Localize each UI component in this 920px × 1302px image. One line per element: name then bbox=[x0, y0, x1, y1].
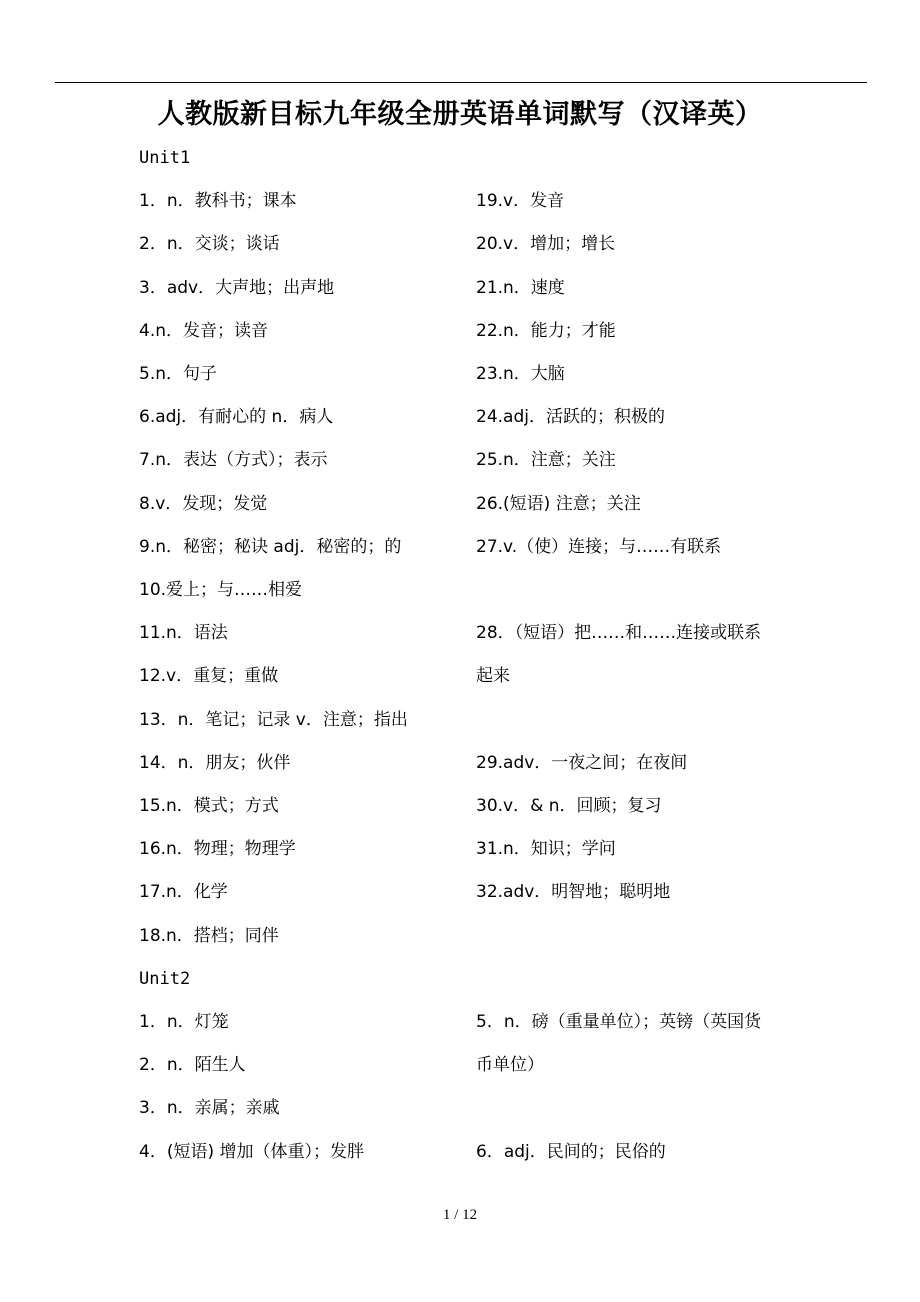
vocab-item-right: 29.adv．一夜之间；在夜间 bbox=[476, 752, 688, 773]
vocab-item-left: 15.n．模式；方式 bbox=[139, 796, 279, 816]
vocab-row bbox=[0, 277, 920, 320]
vocab-item-right: 28．（短语）把……和……连接或联系 bbox=[476, 623, 762, 644]
vocab-row bbox=[0, 752, 920, 795]
page-title: 人教版新目标九年级全册英语单词默写（汉译英） bbox=[157, 99, 763, 130]
vocab-row bbox=[0, 925, 920, 968]
vocab-item-right: 币单位） bbox=[476, 1055, 544, 1076]
vocab-item-right: 22.n．能力；才能 bbox=[476, 320, 616, 341]
vocab-row bbox=[0, 363, 920, 406]
vocab-item-left: 6.adj．有耐心的 n．病人 bbox=[139, 407, 334, 428]
vocab-item-right: 19.v．发音 bbox=[476, 191, 565, 212]
vocab-item-left: 2．n．陌生人 bbox=[139, 1055, 246, 1076]
vocab-item-left: 18.n．搭档；同伴 bbox=[139, 925, 279, 946]
page-number: 1 / 12 bbox=[442, 1207, 478, 1223]
vocab-item-right: 27.v.（使）连接；与……有联系 bbox=[476, 536, 722, 557]
vocab-item-right: 24.adj．活跃的；积极的 bbox=[476, 407, 665, 428]
header-rule bbox=[55, 82, 867, 83]
vocab-item-left: 5.n．句子 bbox=[139, 364, 217, 384]
vocab-item-left: 14．n．朋友；伙伴 bbox=[139, 752, 291, 773]
vocab-item-left: 3．adv．大声地；出声地 bbox=[139, 277, 335, 298]
vocab-row bbox=[0, 709, 920, 752]
unit-heading: Unit1 bbox=[139, 148, 191, 168]
vocab-item-right: 26.(短语) 注意；关注 bbox=[476, 493, 641, 514]
vocab-item-left: 9.n．秘密；秘诀 adj．秘密的；的 bbox=[139, 536, 402, 557]
vocab-row bbox=[0, 1097, 920, 1140]
vocab-item-right: 20.v．增加；增长 bbox=[476, 234, 616, 255]
vocab-item-right: 5．n．磅（重量单位）；英镑（英国货 bbox=[476, 1012, 762, 1032]
vocab-item-left: 1．n．灯笼 bbox=[139, 1012, 229, 1032]
vocab-item-right: 起来 bbox=[476, 666, 510, 687]
vocab-item-left: 2．n．交谈；谈话 bbox=[139, 234, 280, 255]
vocab-item-left: 8.v．发现；发觉 bbox=[139, 493, 268, 514]
vocab-row bbox=[0, 190, 920, 233]
vocab-row bbox=[0, 579, 920, 622]
vocab-item-right: 30.v．& n．回顾；复习 bbox=[476, 796, 662, 816]
vocab-item-right: 21.n．速度 bbox=[476, 277, 565, 298]
vocab-item-left: 4．(短语) 增加（体重）；发胖 bbox=[139, 1141, 364, 1162]
vocab-item-right: 23.n．大脑 bbox=[476, 364, 565, 384]
vocab-row bbox=[0, 622, 920, 665]
vocab-row bbox=[0, 1054, 920, 1097]
vocab-item-left: 16.n．物理；物理学 bbox=[139, 839, 296, 860]
vocab-row bbox=[0, 795, 920, 838]
vocab-item-left: 1．n．教科书；课本 bbox=[139, 191, 297, 212]
vocab-item-left: 13．n．笔记；记录 v．注意；指出 bbox=[139, 709, 408, 730]
vocab-item-right: 32.adv．明智地；聪明地 bbox=[476, 882, 671, 903]
vocab-row bbox=[0, 233, 920, 276]
vocab-item-left: 7.n．表达（方式）；表示 bbox=[139, 450, 328, 471]
vocab-item-left: 10.爱上；与……相爱 bbox=[139, 580, 303, 600]
vocab-item-right: 31.n．知识；学问 bbox=[476, 839, 616, 860]
vocab-row bbox=[0, 536, 920, 579]
vocab-item-right: 25.n．注意；关注 bbox=[476, 450, 616, 471]
vocab-row bbox=[0, 665, 920, 708]
vocab-row bbox=[0, 1011, 920, 1054]
vocab-item-left: 11.n．语法 bbox=[139, 623, 228, 644]
vocab-item-left: 12.v．重复；重做 bbox=[139, 666, 279, 687]
vocab-item-right: 6．adj．民间的；民俗的 bbox=[476, 1141, 666, 1162]
vocab-item-left: 3．n．亲属；亲戚 bbox=[139, 1098, 280, 1119]
vocab-row bbox=[0, 881, 920, 924]
vocab-row bbox=[0, 449, 920, 492]
vocab-item-left: 17.n．化学 bbox=[139, 882, 228, 903]
vocab-row bbox=[0, 406, 920, 449]
vocab-row bbox=[0, 493, 920, 536]
vocab-item-left: 4.n．发音；读音 bbox=[139, 320, 268, 341]
vocab-row bbox=[0, 1141, 920, 1184]
vocab-row bbox=[0, 320, 920, 363]
unit-heading: Unit2 bbox=[139, 968, 191, 989]
vocab-row bbox=[0, 838, 920, 881]
